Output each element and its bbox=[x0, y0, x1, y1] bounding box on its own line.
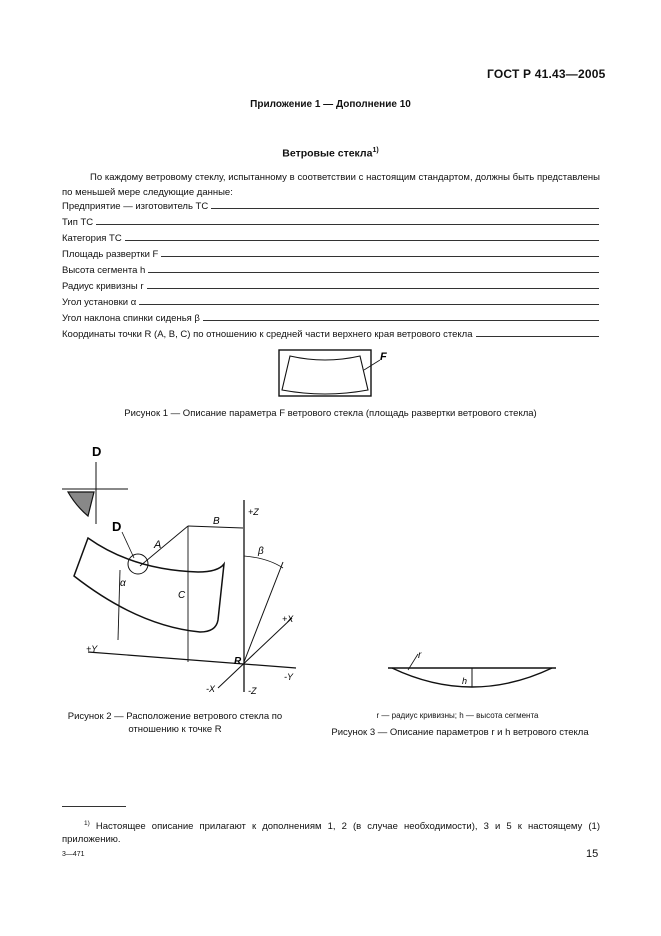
field-label: Высота сегмента h bbox=[62, 265, 146, 276]
label-r: r bbox=[418, 650, 422, 661]
signature-mark: 3—471 bbox=[62, 851, 85, 858]
detail-leader bbox=[122, 532, 134, 558]
field-label: Угол установки α bbox=[62, 297, 137, 308]
label-minusX: -X bbox=[206, 684, 215, 694]
figure3-diagram bbox=[384, 648, 564, 696]
field-label: Угол наклона спинки сиденья β bbox=[62, 313, 200, 324]
fill-line bbox=[147, 288, 599, 289]
footnote bbox=[62, 817, 600, 846]
figure2-caption-line1: Рисунок 2 — Расположение ветрового стекла по bbox=[67, 711, 283, 722]
label-R: R bbox=[234, 656, 242, 667]
figure1-diagram bbox=[270, 348, 400, 400]
field-row bbox=[62, 214, 599, 228]
field-row bbox=[62, 294, 599, 308]
label-A: A bbox=[154, 539, 162, 551]
label-plusX: +X bbox=[282, 614, 294, 624]
footnote-ref: 1) bbox=[372, 147, 379, 154]
fill-line bbox=[211, 208, 599, 209]
fill-line bbox=[203, 320, 599, 321]
field-row bbox=[62, 278, 599, 292]
label-alpha: α bbox=[120, 578, 126, 589]
label-D-top: D bbox=[92, 444, 102, 459]
figure1-caption: Рисунок 1 — Описание параметра F ветрового стекла (площадь развертки ветрового стекла) bbox=[124, 408, 537, 419]
label-minusY: -Y bbox=[284, 672, 293, 682]
detail-section bbox=[68, 492, 94, 516]
label-C: C bbox=[178, 590, 186, 601]
field-row bbox=[62, 230, 599, 244]
figure2-caption bbox=[50, 710, 300, 736]
field-label: Тип ТС bbox=[62, 217, 94, 228]
field-label: Площадь развертки F bbox=[62, 249, 159, 260]
label-B: B bbox=[213, 516, 220, 527]
figure2-caption-line2: отношению к точке R bbox=[128, 724, 222, 735]
appendix-title: Приложение 1 — Дополнение 10 bbox=[250, 99, 411, 110]
label-plusY: +Y bbox=[86, 644, 98, 654]
field-label: Радиус кривизны r bbox=[62, 281, 144, 292]
label-F: F bbox=[380, 351, 387, 363]
y-axis bbox=[88, 652, 296, 668]
dim-line-A bbox=[140, 526, 188, 566]
field-row bbox=[62, 198, 599, 212]
footnote-text: Настоящее описание прилагают к дополнениям 1, 2 (в случае необходимости), 3 и 5 к настоящему (1) приложению. bbox=[62, 821, 600, 846]
label-minusZ: -Z bbox=[248, 686, 257, 696]
field-label: Категория ТС bbox=[62, 233, 122, 244]
fill-line bbox=[125, 240, 599, 241]
intro-paragraph: По каждому ветровому стеклу, испытанному в соответствии с настоящим стандартом, должны быть представлены по меньшей мере следующие данные: bbox=[62, 172, 600, 198]
label-beta: β bbox=[258, 546, 264, 557]
seatback-line bbox=[244, 562, 283, 662]
figure2-diagram bbox=[58, 440, 308, 702]
x-axis bbox=[218, 618, 292, 688]
figure3-legend: r — радиус кривизны; h — высота сегмента bbox=[376, 711, 539, 720]
page-number: 15 bbox=[586, 848, 599, 860]
fill-line bbox=[96, 224, 599, 225]
footnote-separator bbox=[62, 806, 126, 807]
label-h: h bbox=[462, 676, 468, 686]
fill-line bbox=[161, 256, 599, 257]
windshield-outline bbox=[282, 356, 368, 394]
figure3-caption: Рисунок 3 — Описание параметров r и h ветрового стекла bbox=[331, 727, 589, 738]
section-title bbox=[0, 147, 661, 160]
fill-line bbox=[148, 272, 599, 273]
footnote-mark: 1) bbox=[84, 820, 90, 827]
beta-arc bbox=[244, 556, 283, 568]
label-plusZ: +Z bbox=[248, 507, 259, 517]
field-row bbox=[62, 310, 599, 324]
windshield-outline bbox=[74, 538, 224, 632]
field-row bbox=[62, 326, 599, 340]
leader-line bbox=[364, 360, 380, 370]
fill-line bbox=[139, 304, 599, 305]
field-row bbox=[62, 246, 599, 260]
fill-line bbox=[476, 336, 600, 337]
field-label: Координаты точки R (A, B, C) по отношению к средней части верхнего края ветрового стекла bbox=[62, 329, 473, 340]
standard-number: ГОСТ Р 41.43—2005 bbox=[487, 67, 606, 81]
label-D: D bbox=[112, 519, 122, 534]
section-title-text: Ветровые стекла bbox=[282, 147, 373, 160]
field-label: Предприятие — изготовитель ТС bbox=[62, 201, 209, 212]
field-row bbox=[62, 262, 599, 276]
